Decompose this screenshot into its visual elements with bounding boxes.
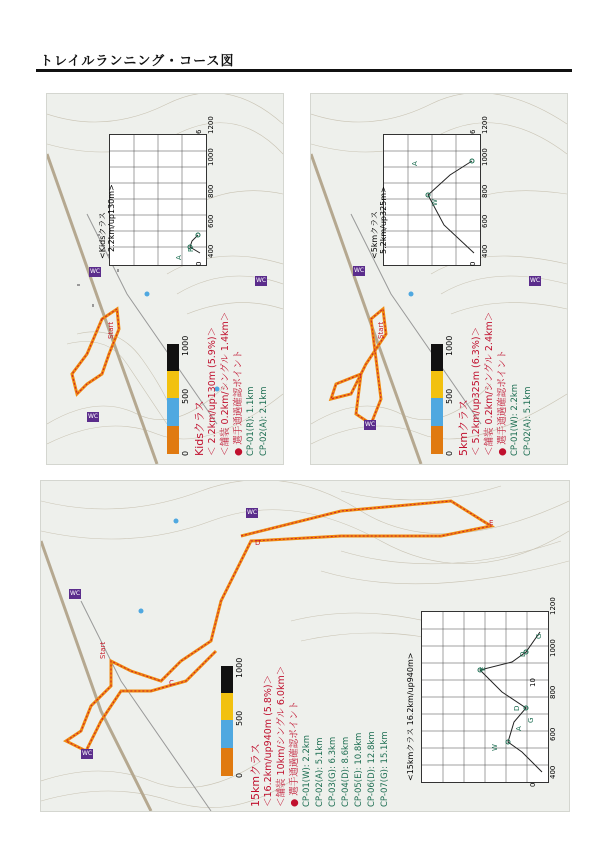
y-tick: 1000 bbox=[549, 639, 557, 657]
course-summary: ＜16.2km/up940m (5.8%)＞ bbox=[263, 674, 274, 807]
cp-label: A bbox=[175, 255, 183, 260]
x-tick: 10 bbox=[529, 678, 537, 687]
15km-info bbox=[249, 666, 392, 807]
scale-tick: 1000 bbox=[181, 335, 190, 356]
15km-course-map bbox=[40, 480, 570, 812]
scale-tick: 1000 bbox=[235, 657, 244, 678]
x-tick: 6 bbox=[469, 129, 477, 134]
cp-label: D bbox=[519, 651, 527, 657]
wc-marker: WC bbox=[255, 277, 267, 284]
5km-course-map bbox=[310, 93, 568, 465]
scale-tick: 1000 bbox=[445, 335, 454, 356]
course-summary: ＜ 2.2km/up130m (5.9%)＞ bbox=[207, 326, 218, 456]
scale-tick: 500 bbox=[235, 710, 244, 726]
y-tick: 600 bbox=[207, 214, 215, 228]
scale-tick: 500 bbox=[445, 388, 454, 404]
wc-marker: WC bbox=[69, 590, 81, 597]
elevation-scale bbox=[221, 666, 233, 776]
wc-marker: WC bbox=[89, 268, 101, 275]
y-tick: 600 bbox=[481, 214, 489, 228]
cp-label: A bbox=[411, 161, 419, 166]
map-label-d: D bbox=[255, 539, 261, 547]
scale-tick: 0 bbox=[181, 450, 190, 456]
cp-label: R bbox=[187, 247, 195, 252]
checkpoint-item: CP-01(W): 2.2km bbox=[302, 734, 312, 807]
x-tick: 6 bbox=[195, 129, 203, 134]
elevation-subtitle: 5.2km/up325m> bbox=[379, 186, 388, 254]
elevation-title: <5kmクラス bbox=[370, 211, 379, 259]
elevation-subtitle: 2.2km/up130m> bbox=[107, 184, 116, 252]
map-label-e: E bbox=[489, 519, 494, 527]
y-tick: 1200 bbox=[481, 116, 489, 134]
x-tick: 0 bbox=[469, 261, 477, 266]
cp-label: W bbox=[491, 744, 499, 751]
checkpoint-item: CP-01(W): 2.2km bbox=[510, 383, 520, 456]
kids-elevation-chart bbox=[110, 135, 206, 265]
5km-info bbox=[457, 312, 535, 456]
y-tick: 600 bbox=[549, 727, 557, 741]
wc-marker: WC bbox=[246, 509, 258, 516]
checkpoint-item: CP-06(D): 12.8km bbox=[367, 731, 377, 807]
course-summary: ＜ 5.2km/up325m (6.3%)＞ bbox=[471, 326, 482, 456]
x-tick: 0 bbox=[195, 261, 203, 266]
y-tick: 1200 bbox=[207, 116, 215, 134]
y-tick: 1000 bbox=[207, 148, 215, 166]
surface-summary: ＜舗装 10km/シングル 6.0km＞ bbox=[276, 665, 287, 807]
elevation-scale bbox=[431, 344, 443, 454]
class-name: 5kmクラス bbox=[457, 399, 470, 456]
checkpoint-item: CP-02(A): 5.1km bbox=[315, 737, 325, 807]
kids-course-map bbox=[46, 93, 284, 465]
checkpoint-item: CP-07(G): 15.1km bbox=[380, 731, 390, 807]
class-name: 15kmクラス bbox=[249, 743, 262, 807]
checkpoint-item: CP-02(A): 5.1km bbox=[523, 386, 533, 456]
cp-label: D bbox=[513, 705, 521, 711]
start-label: Start bbox=[107, 321, 115, 339]
y-tick: 400 bbox=[481, 244, 489, 258]
class-name: Kidsクラス bbox=[193, 400, 206, 456]
checkpoint-legend: ● 選手通過確認ポイント bbox=[289, 700, 300, 807]
wc-marker: WC bbox=[353, 267, 365, 274]
wc-marker: WC bbox=[529, 277, 541, 284]
wc-marker: WC bbox=[81, 750, 93, 757]
checkpoint-item: CP-04(D): 8.6km bbox=[341, 736, 351, 807]
scale-tick: 0 bbox=[445, 450, 454, 456]
wc-marker: WC bbox=[364, 421, 376, 428]
y-tick: 400 bbox=[549, 765, 557, 779]
y-tick: 400 bbox=[207, 244, 215, 258]
y-tick: 1200 bbox=[549, 597, 557, 615]
checkpoint-legend: ● 選手通過確認ポイント bbox=[233, 349, 244, 456]
elevation-title: <Kidsクラス bbox=[98, 211, 107, 259]
checkpoint-legend: ● 選手通過確認ポイント bbox=[497, 349, 508, 456]
start-label: Start bbox=[377, 321, 385, 339]
checkpoint-item: CP-05(E): 10.8km bbox=[354, 732, 364, 807]
y-tick: 800 bbox=[549, 685, 557, 699]
scale-tick: 500 bbox=[181, 388, 190, 404]
elevation-title: <15kmクラス 16.2km/up940m> bbox=[406, 652, 415, 781]
checkpoint-item: CP-03(G): 6.3km bbox=[328, 736, 338, 807]
scale-tick: 0 bbox=[235, 772, 244, 778]
map-label-c: C bbox=[169, 679, 174, 687]
y-tick: 800 bbox=[481, 184, 489, 198]
page-title: トレイルランニング・コース図 bbox=[40, 54, 235, 69]
surface-summary: ＜舗装 0.2km/シングル 1.4km＞ bbox=[220, 311, 231, 456]
cp-label: E bbox=[479, 666, 487, 671]
checkpoint-item: CP-01(R): 1.1km bbox=[246, 386, 256, 456]
wc-marker: WC bbox=[87, 413, 99, 420]
cp-label: G bbox=[527, 717, 535, 723]
title-underline bbox=[36, 69, 572, 72]
surface-summary: ＜舗装 0.2km/シングル 2.4km＞ bbox=[484, 311, 495, 456]
y-tick: 1000 bbox=[481, 148, 489, 166]
cp-label: G bbox=[535, 633, 543, 639]
elevation-scale bbox=[167, 344, 179, 454]
cp-label: W bbox=[431, 199, 439, 206]
cp-label: A bbox=[515, 726, 523, 731]
y-tick: 800 bbox=[207, 184, 215, 198]
kids-info bbox=[193, 312, 271, 456]
checkpoint-item: CP-02(A): 2.1km bbox=[259, 386, 269, 456]
15km-elevation-chart bbox=[422, 612, 548, 782]
15km-elevation-profile bbox=[421, 611, 549, 783]
x-tick: 0 bbox=[529, 782, 537, 787]
start-label: Start bbox=[99, 641, 107, 659]
